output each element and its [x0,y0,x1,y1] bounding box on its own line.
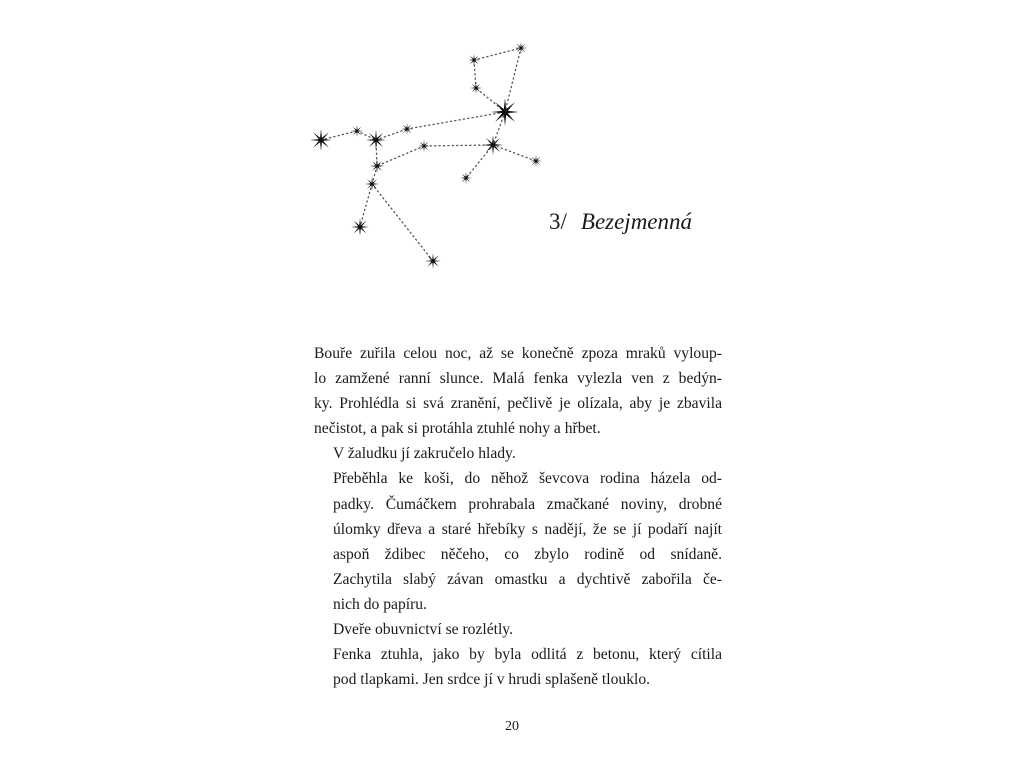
text-line: Fenka ztuhla, jako by byla odlitá z betonu, který cítila [333,646,722,664]
constellation-link [493,145,536,161]
chapter-title: Bezejmenná [580,209,693,234]
constellation-link [424,145,493,146]
constellation-link [321,131,357,140]
text-line: nich do papíru. [333,595,427,613]
star-icon [483,135,503,155]
constellation-link [474,60,476,88]
text-line: nečistot, a pak si protáhla ztuhlé nohy a hřbet. [314,420,601,438]
constellation-link [357,131,376,140]
star-icon [468,54,480,66]
text-line: aspoň ždibec něčeho, co zbylo rodině od snídaně. [333,545,722,563]
star-icon [515,42,527,54]
paragraph [314,466,722,617]
paragraph [314,642,722,692]
star-icon [425,253,441,269]
constellation-link [407,112,505,129]
star-icon [370,159,384,173]
star-icon [401,123,413,135]
star-icon [351,218,369,236]
page-number: 20 [505,719,519,734]
star-icon [460,172,472,184]
constellation-link [377,146,424,166]
constellation-link [474,48,521,60]
star-icon [365,177,379,191]
paragraph [314,341,722,441]
text-line: Dveře obuvnictví se rozlétly. [333,621,513,639]
star-icon [491,98,519,126]
constellation-link [505,48,521,112]
constellation-link [466,145,493,178]
constellation-link [493,112,505,145]
text-line: lo zamžené ranní slunce. Malá fenka vylezla ven z bedýn- [314,370,722,388]
star-icon [470,82,482,94]
body-text [314,341,722,692]
text-line: pod tlapkami. Jen srdce jí v hrudi splašeně tlouklo. [333,671,651,689]
paragraph [314,441,722,466]
text-line: V žaludku jí zakručelo hlady. [333,445,516,463]
text-line: Bouře zuřila celou noc, až se konečně zpoza mraků vyloup- [314,345,722,362]
text-line: Zachytila slabý závan omastku a dychtivě zabořila če- [333,570,722,588]
star-icon [310,129,332,151]
text-line: ky. Prohlédla si svá zranění, pečlivě je olízala, aby je zbavila [314,395,722,413]
constellation-link [376,129,407,140]
paragraph [314,617,722,642]
chapter-number: 3/ [549,209,567,234]
constellation-link [360,184,372,227]
text-line: úlomky dřeva a staré hřebíky s nadějí, že se jí podaří najít [333,520,722,538]
star-icon [351,125,363,137]
text-line: Přeběhla ke koši, do něhož ševcova rodina házela od- [333,470,722,488]
constellation-illustration [0,0,1024,300]
constellation-link [372,184,433,261]
star-icon [418,140,430,152]
chapter-heading [549,209,692,235]
text-line: padky. Čumáčkem prohrabala zmačkané noviny, drobné [333,495,722,513]
star-icon [366,130,386,150]
star-icon [530,155,542,167]
